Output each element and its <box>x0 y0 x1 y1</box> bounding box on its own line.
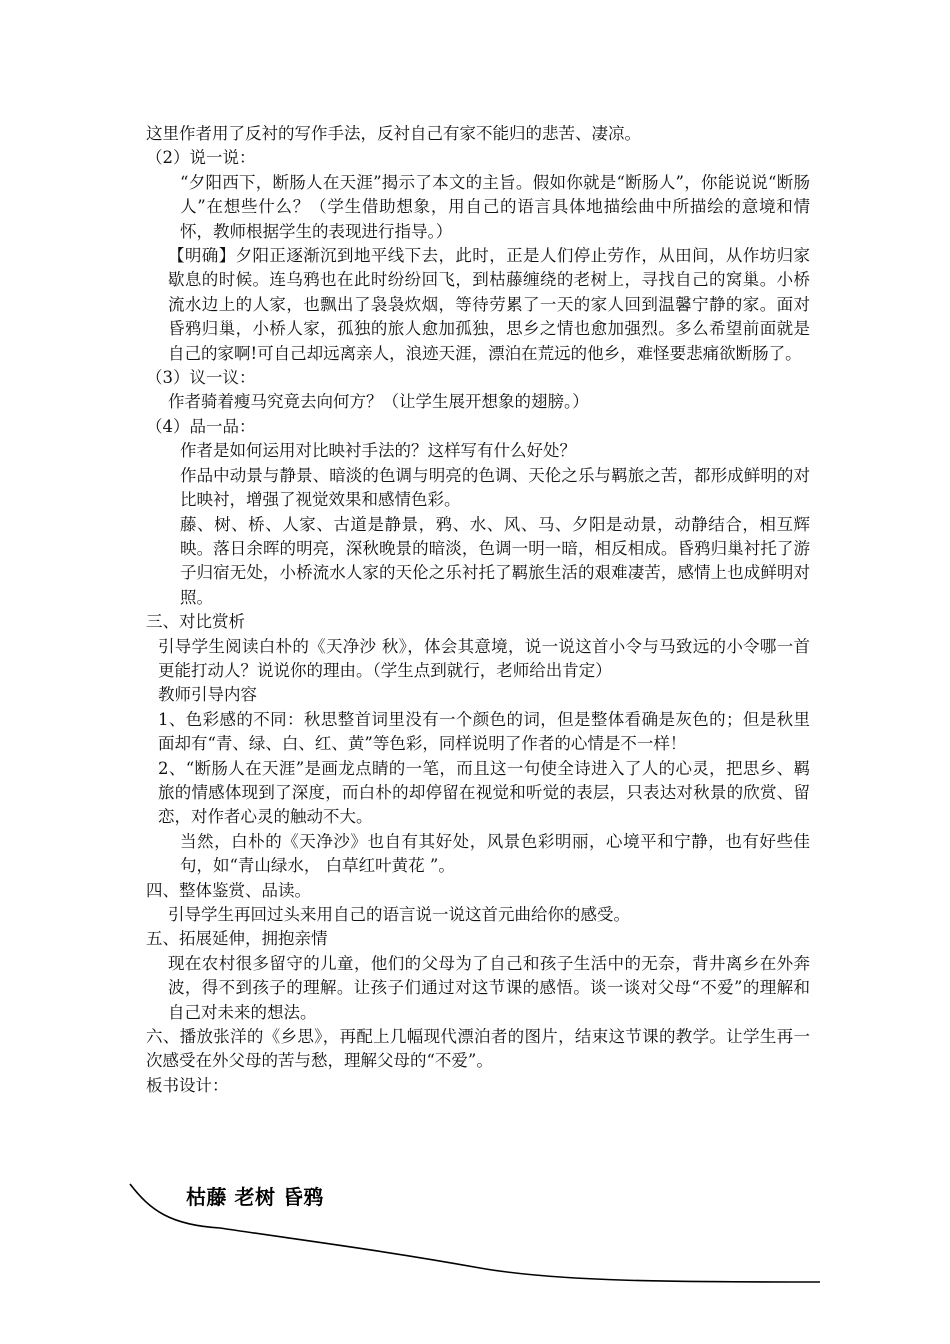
paragraph: 引导学生阅读白朴的《天净沙 秋》，体会其意境，说一说这首小令与马致远的小令哪一首更能打动人？说说你的理由。（学生点到就行，老师给出肯定） <box>158 636 810 680</box>
section-heading: （3）议一议： <box>146 368 256 388</box>
section-heading: （2）说一说： <box>146 148 256 168</box>
paragraph: 当然，白朴的《天净沙》也自有其好处，风景色彩明丽，心境平和宁静，也有好些佳句，如“青山绿水， 白草红叶黄花 ”。 <box>180 831 810 876</box>
paragraph: 【明确】夕阳正逐渐沉到地平线下去，此时，正是人们停止劳作，从田间，从作坊归家歇息的时候。连乌鸦也在此时纷纷回飞，到枯藤缠绕的老树上，寻找自己的窝巢。小桥流水边上的人家，也飘出了袅袅炊烟，等待劳累了一天的家人回到温馨宁静的家。面对昏鸦归巢，小桥人家，孤独的旅人愈加孤独，思乡之情也愈加强烈。多么希望前面就是自己的家啊!可自己却远离亲人，浪迹天涯，漂泊在荒远的他乡，难怪要悲痛欲断肠了。 <box>168 246 810 363</box>
section-heading: 四、整体鉴赏、品读。 <box>146 880 311 900</box>
board-title: 枯藤 老树 昏鸦 <box>186 1185 324 1209</box>
document-body <box>146 122 810 1098</box>
section-heading: 三、对比赏析 <box>146 612 245 632</box>
section-heading: （4）品一品： <box>146 416 256 436</box>
section-heading: 板书设计： <box>146 1075 229 1095</box>
paragraph: 2、“断肠人在天涯”是画龙点睛的一笔，而且这一句使全诗进入了人的心灵，把思乡、羁旅的情感体现到了深度，而白朴的却停留在视觉和听觉的表层，只表达对秋景的欣赏、留恋，对作者心灵的触动不大。 <box>158 758 810 827</box>
section-heading: 五、拓展延伸，拥抱亲情 <box>146 929 328 949</box>
blackboard-design <box>0 1170 950 1300</box>
paragraph: 六、播放张洋的《乡思》，再配上几幅现代漂泊者的图片，结束这节课的教学。让学生再一次感受在外父母的苦与愁，理解父母的“不爱”。 <box>146 1027 810 1071</box>
paragraph: 藤、树、桥、人家、古道是静景，鸦、水、风、马、夕阳是动景，动静结合，相互辉映。落日余晖的明亮，深秋晚景的暗淡，色调一明一暗，相反相成。昏鸦归巢衬托了游子归宿无处，小桥流水人家的天伦之乐衬托了羁旅生活的艰难凄苦，感情上也成鲜明对照。 <box>180 514 810 607</box>
paragraph: “夕阳西下，断肠人在天涯”揭示了本文的主旨。假如你就是“断肠人”，你能说说“断肠人”在想些什么？（学生借助想象，用自己的语言具体地描绘曲中所描绘的意境和情怀，教师根据学生的表现进行指导。） <box>180 172 810 241</box>
paragraph: 作品中动景与静景、暗淡的色调与明亮的色调、天伦之乐与羁旅之苦，都形成鲜明的对比映衬，增强了视觉效果和感情色彩。 <box>180 465 810 510</box>
paragraph: 现在农村很多留守的儿童，他们的父母为了自己和孩子生活中的无奈，背井离乡在外奔波，得不到孩子的理解。让孩子们通过对这节课的感悟。谈一谈对父母“不爱”的理解和自己对未来的想法。 <box>168 953 810 1022</box>
paragraph: 作者是如何运用对比映衬手法的？这样写有什么好处？ <box>180 441 576 461</box>
paragraph: 1、色彩感的不同：秋思整首词里没有一个颜色的词，但是整体看确是灰色的；但是秋里面却有“青、绿、白、红、黄”等色彩，同样说明了作者的心情是不一样！ <box>158 709 810 754</box>
paragraph: 作者骑着瘦马究竟去向何方？（让学生展开想象的翅膀。） <box>168 392 589 412</box>
paragraph: 这里作者用了反衬的写作手法，反衬自己有家不能归的悲苦、凄凉。 <box>146 124 641 143</box>
board-curve-line <box>0 1170 950 1300</box>
paragraph: 教师引导内容 <box>158 685 257 705</box>
paragraph: 引导学生再回过头来用自己的语言说一说这首元曲给你的感受。 <box>168 905 630 924</box>
